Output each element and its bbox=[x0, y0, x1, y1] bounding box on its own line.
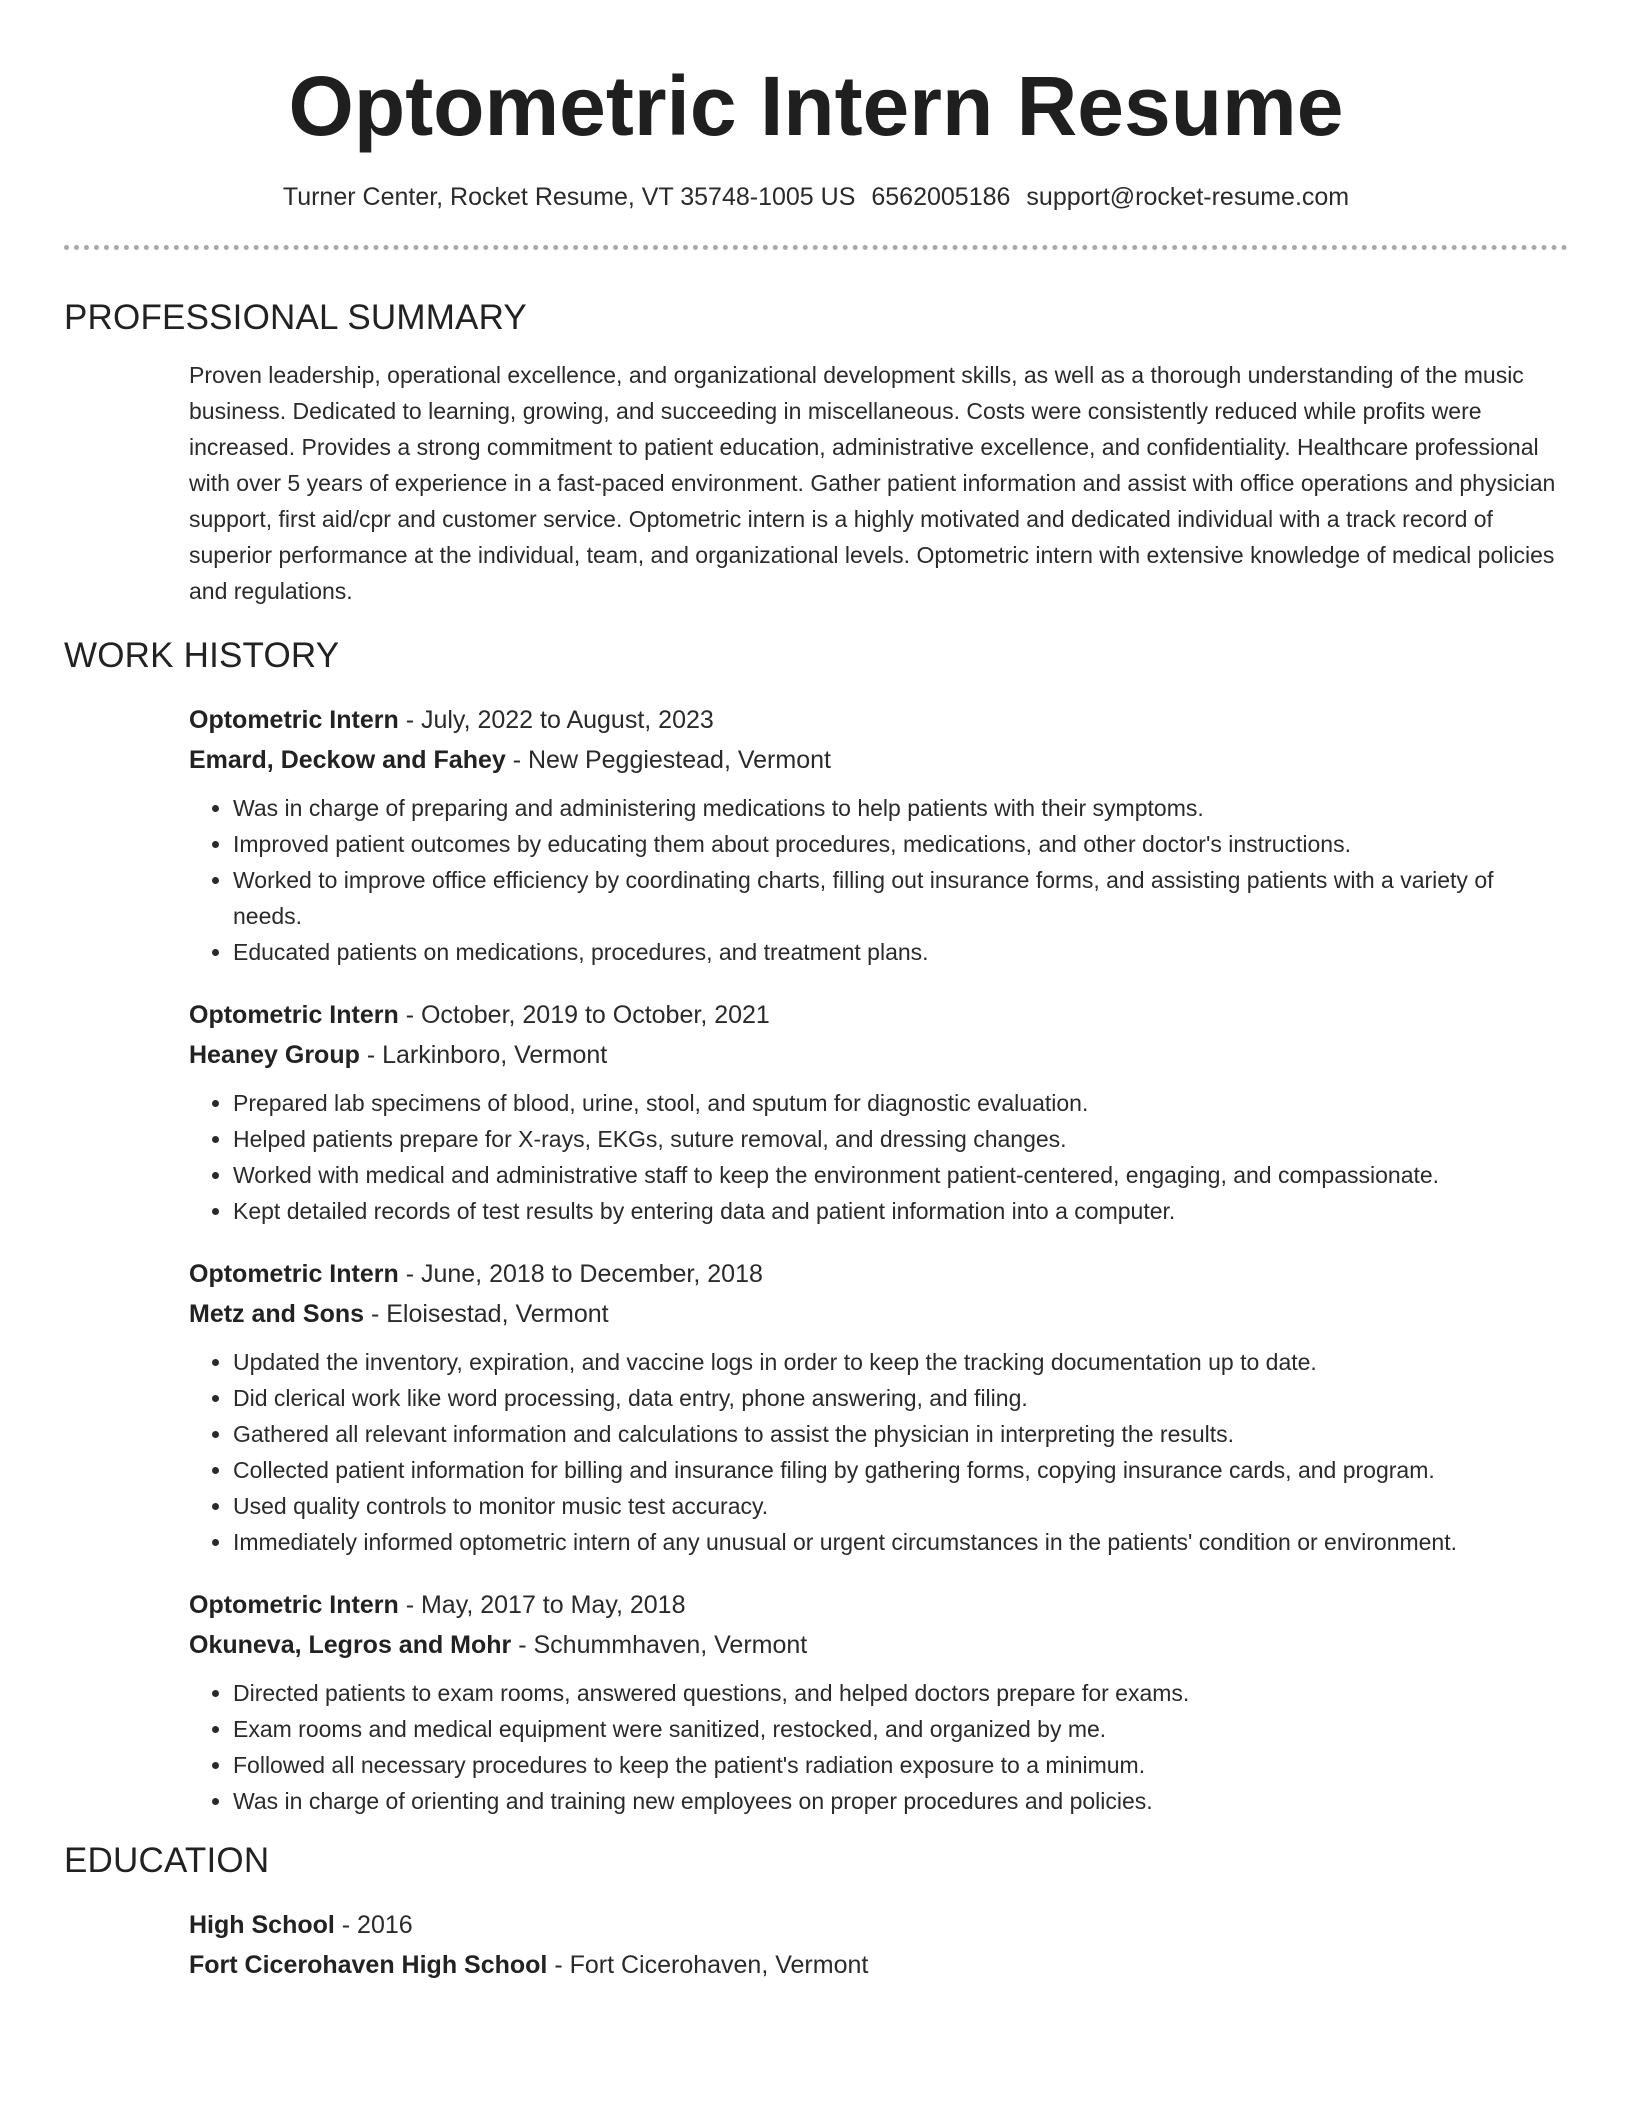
job-entry bbox=[189, 995, 1568, 1229]
job-location: - Schummhaven, Vermont bbox=[511, 1631, 808, 1659]
job-company-line bbox=[189, 1625, 1568, 1665]
work-history-heading: WORK HISTORY bbox=[64, 636, 340, 675]
job-bullet: • Did clerical work like word processing, data entry, phone answering, and filing. bbox=[233, 1380, 1568, 1416]
job-company-line bbox=[189, 740, 1568, 780]
education-year: - 2016 bbox=[334, 1911, 413, 1939]
summary-text: Proven leadership, operational excellence, and organizational development skills, as well as a thorough understanding of the music business. Dedicated to learning, growing, and succeeding in miscellaneous. Costs were consistently reduced while profits were increased. Provides a strong commitment to patient education, administrative excellence, and confidentiality. Healthcare professional with over 5 years of experience in a fast-paced environment. Gather patient information and assist with office operations and physician support, first aid/cpr and customer service. Optometric intern is a highly motivated and dedicated individual with a track record of superior performance at the individual, team, and organizational levels. Optometric intern with extensive knowledge of medical policies and regulations. bbox=[189, 362, 1556, 604]
education-school-line bbox=[189, 1945, 1568, 1985]
contact-phone: 6562005186 bbox=[871, 183, 1011, 211]
job-company: Metz and Sons bbox=[189, 1300, 365, 1328]
job-title: Optometric Intern bbox=[189, 1001, 399, 1029]
job-location: - Larkinboro, Vermont bbox=[359, 1041, 608, 1069]
job-bullets bbox=[189, 790, 1568, 970]
header-divider bbox=[64, 245, 1568, 250]
job-bullet: • Directed patients to exam rooms, answered questions, and helped doctors prepare for exams. bbox=[233, 1675, 1568, 1711]
job-title: Optometric Intern bbox=[189, 706, 399, 734]
education-degree-line bbox=[189, 1905, 1568, 1945]
education-degree: High School bbox=[189, 1911, 335, 1939]
education-school: Fort Cicerohaven High School bbox=[189, 1951, 548, 1979]
job-bullet: • Immediately informed optometric intern of any unusual or urgent circumstances in the patients' condition or environment. bbox=[233, 1524, 1568, 1560]
job-company-line bbox=[189, 1035, 1568, 1075]
summary-heading: PROFESSIONAL SUMMARY bbox=[64, 298, 527, 337]
contact-info bbox=[64, 181, 1568, 213]
job-entry bbox=[189, 1585, 1568, 1819]
job-dates: - October, 2019 to October, 2021 bbox=[398, 1001, 770, 1029]
job-company: Emard, Deckow and Fahey bbox=[189, 746, 506, 774]
education-heading: EDUCATION bbox=[64, 1841, 270, 1880]
job-bullets bbox=[189, 1085, 1568, 1229]
job-entry bbox=[189, 1254, 1568, 1560]
job-entry bbox=[189, 700, 1568, 970]
job-company: Heaney Group bbox=[189, 1041, 360, 1069]
job-bullets bbox=[189, 1675, 1568, 1819]
education-location: - Fort Cicerohaven, Vermont bbox=[547, 1951, 869, 1979]
contact-email: support@rocket-resume.com bbox=[1026, 183, 1350, 211]
job-bullet: • Educated patients on medications, procedures, and treatment plans. bbox=[233, 934, 1568, 970]
job-title-line bbox=[189, 1585, 1568, 1625]
job-location: - Eloisestad, Vermont bbox=[364, 1300, 609, 1328]
education-entry bbox=[189, 1905, 1568, 1985]
job-bullet: • Was in charge of orienting and training new employees on proper procedures and policies. bbox=[233, 1783, 1568, 1819]
job-title-line bbox=[189, 995, 1568, 1035]
job-title: Optometric Intern bbox=[189, 1591, 399, 1619]
job-bullet: • Collected patient information for billing and insurance filing by gathering forms, copying insurance cards, and program. bbox=[233, 1452, 1568, 1488]
job-bullet: • Gathered all relevant information and calculations to assist the physician in interpreting the results. bbox=[233, 1416, 1568, 1452]
job-bullet: • Helped patients prepare for X-rays, EKGs, suture removal, and dressing changes. bbox=[233, 1121, 1568, 1157]
job-title: Optometric Intern bbox=[189, 1260, 399, 1288]
job-title-line bbox=[189, 1254, 1568, 1294]
job-dates: - July, 2022 to August, 2023 bbox=[398, 706, 714, 734]
job-bullet: • Updated the inventory, expiration, and vaccine logs in order to keep the tracking documentation up to date. bbox=[233, 1344, 1568, 1380]
job-bullet: • Exam rooms and medical equipment were sanitized, restocked, and organized by me. bbox=[233, 1711, 1568, 1747]
job-company-line bbox=[189, 1294, 1568, 1334]
job-bullet: • Kept detailed records of test results by entering data and patient information into a computer. bbox=[233, 1193, 1568, 1229]
job-bullet: • Was in charge of preparing and administering medications to help patients with their symptoms. bbox=[233, 790, 1568, 826]
job-bullet: • Improved patient outcomes by educating them about procedures, medications, and other doctor's instructions. bbox=[233, 826, 1568, 862]
job-bullets bbox=[189, 1344, 1568, 1560]
job-bullet: • Used quality controls to monitor music test accuracy. bbox=[233, 1488, 1568, 1524]
job-company: Okuneva, Legros and Mohr bbox=[189, 1631, 512, 1659]
resume-title: Optometric Intern Resume bbox=[288, 59, 1344, 153]
job-dates: - May, 2017 to May, 2018 bbox=[398, 1591, 686, 1619]
job-dates: - June, 2018 to December, 2018 bbox=[398, 1260, 763, 1288]
resume-page bbox=[64, 0, 1568, 1985]
job-bullet: • Followed all necessary procedures to keep the patient's radiation exposure to a minimum. bbox=[233, 1747, 1568, 1783]
contact-address: Turner Center, Rocket Resume, VT 35748-1005 US bbox=[282, 183, 856, 211]
job-bullet: • Prepared lab specimens of blood, urine, stool, and sputum for diagnostic evaluation. bbox=[233, 1085, 1568, 1121]
job-title-line bbox=[189, 700, 1568, 740]
job-bullet: • Worked with medical and administrative staff to keep the environment patient-centered, engaging, and compassionate. bbox=[233, 1157, 1568, 1193]
job-location: - New Peggiestead, Vermont bbox=[505, 746, 831, 774]
job-bullet: • Worked to improve office efficiency by coordinating charts, filling out insurance forms, and assisting patients with a variety of needs. bbox=[233, 862, 1568, 934]
